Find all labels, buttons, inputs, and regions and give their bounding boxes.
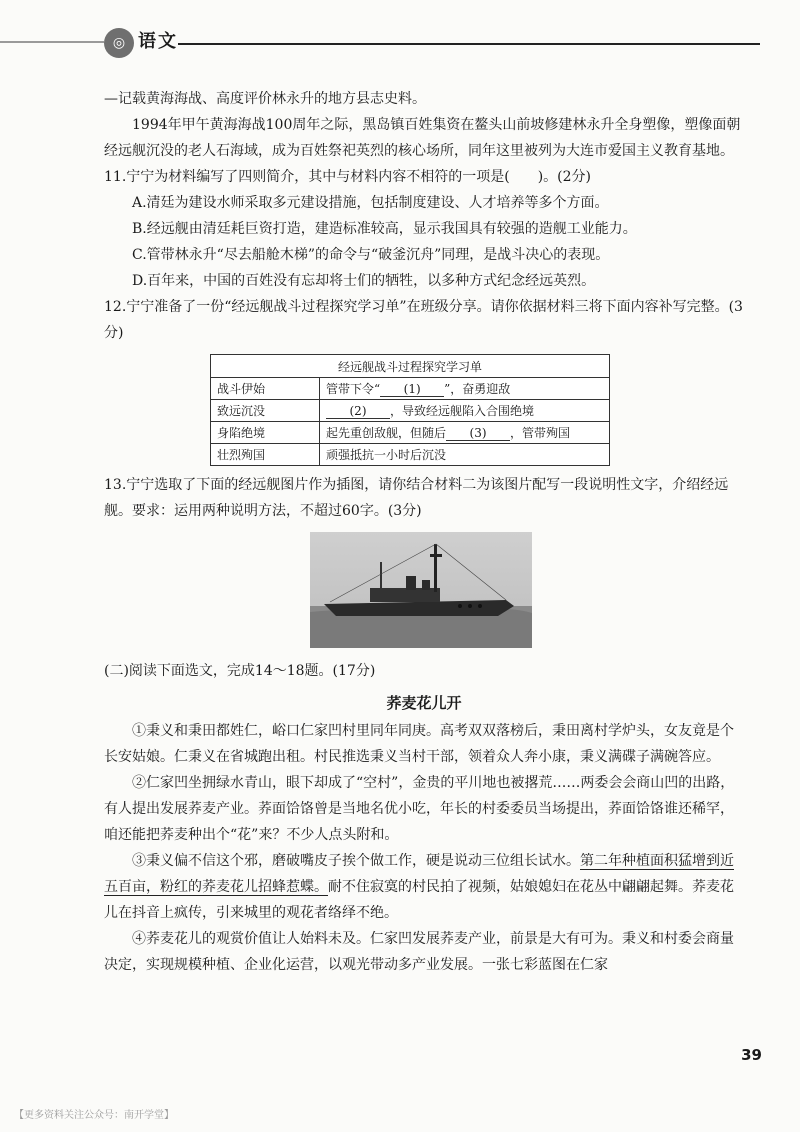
q11-option-a: A.清廷为建设水师采取多元建设措施，包括制度建设、人才培养等多个方面。	[132, 195, 609, 211]
q13-stem: 13.宁宁选取了下面的经远舰图片作为插图，请你结合材料二为该图片配写一段说明性文字，介绍经远舰。要求：运用两种说明方法，不超过60字。(3分)	[104, 477, 729, 519]
section2-intro: (二)阅读下面选文，完成14～18题。(17分)	[104, 663, 376, 679]
row-content: 起先重创敌舰，但随后 (3) ，管带殉国	[320, 422, 610, 444]
row-content: 顽强抵抗一小时后沉没	[320, 444, 610, 466]
row-content: (2) ，导致经远舰陷入合围绝境	[320, 400, 610, 422]
logo-icon: ◎	[104, 28, 134, 58]
essay-paragraph-4: ④荞麦花儿的观赏价值让人始料未及。仁家凹发展荞麦产业，前景是大有可为。秉义和村委会商量决定，实现规模种植、企业化运营，以观光带动多产业发展。一张七彩蓝图在仁家	[104, 931, 734, 973]
study-sheet-title: 经远舰战斗过程探究学习单	[211, 355, 610, 378]
answer-blank[interactable]: (1)	[380, 382, 444, 397]
answer-blank[interactable]: (3)	[446, 426, 510, 441]
q11-option-b: B.经远舰由清廷耗巨资打造，建造标准较高，显示我国具有较强的造舰工业能力。	[132, 221, 637, 237]
table-row	[211, 400, 610, 422]
essay-paragraph-1: ①秉义和秉田都姓仁，峪口仁家凹村里同年同庚。高考双双落榜后，秉田离村学炉头，女友竟是个长安姑娘。仁秉义在省城跑出租。村民推选秉义当村干部，领着众人奔小康，秉义满碟子满碗答应。	[104, 723, 734, 765]
q11-stem: 11.宁宁为材料编写了四则简介，其中与材料内容不相符的一项是( )。(2分)	[104, 169, 592, 185]
row-label: 身陷绝境	[211, 422, 320, 444]
header-rule	[178, 43, 760, 45]
q11-option-c: C.管带林永升“尽去船舱木梯”的命令与“破釜沉舟”同理，是战斗决心的表现。	[132, 247, 610, 263]
warship-photo	[310, 532, 532, 648]
page-content	[104, 86, 744, 978]
table-row	[211, 422, 610, 444]
header-left-rule	[0, 41, 104, 43]
row-label: 致远沉没	[211, 400, 320, 422]
row-content: 管带下令“ (1) ”，奋勇迎敌	[320, 378, 610, 400]
underlined-sentence: 第二年种植面积猛增到近五百亩，粉红的荞麦花儿招蜂惹蝶。	[104, 853, 734, 895]
essay-paragraph-3: ③秉义偏不信这个邪，磨破嘴皮子挨个做工作，硬是说动三位组长试水。第二年种植面积猛增到近五百亩，粉红的荞麦花儿招蜂惹蝶。耐不住寂寞的村民拍了视频，姑娘媳妇在花丛中翩翩起舞。荞麦花儿在抖音上疯传，引来城里的观花者络绎不绝。	[104, 853, 734, 921]
table-row	[211, 444, 610, 466]
q12-stem: 12.宁宁准备了一份“经远舰战斗过程探究学习单”在班级分享。请你依据材料三将下面内容补写完整。(3分)	[104, 299, 743, 341]
row-label: 壮烈殉国	[211, 444, 320, 466]
table-row	[211, 378, 610, 400]
essay-title: 荞麦花儿开	[386, 694, 462, 712]
page-number: 39	[741, 1046, 762, 1064]
answer-blank[interactable]: (2)	[326, 404, 390, 419]
row-label: 战斗伊始	[211, 378, 320, 400]
study-sheet-table	[210, 354, 610, 466]
intro-line: —记载黄海海战、高度评价林永升的地方县志史料。	[104, 91, 426, 107]
page-header	[0, 22, 800, 66]
q11-option-d: D.百年来，中国的百姓没有忘却将士们的牺牲，以多种方式纪念经远英烈。	[132, 273, 596, 289]
essay-paragraph-2: ②仁家凹坐拥绿水青山，眼下却成了“空村”，金贵的平川地也被撂荒……两委会会商山凹的出路，有人提出发展荞麦产业。荞面饸饹曾是当地名优小吃，年长的村委委员当场提出，荞面饸饹谁还稀罕，咱还能把荞麦种出个“花”来？不少人点头附和。	[104, 775, 735, 843]
section-label: 语文	[138, 31, 178, 52]
intro-paragraph: 1994年甲午黄海海战100周年之际，黑岛镇百姓集资在鳌头山前坡修建林永升全身塑像，塑像面朝经远舰沉没的老人石海域，成为百姓祭祀英烈的核心场所，同年这里被列为大连市爱国主义教育基地。	[104, 117, 741, 159]
footer-note: 【更多资料关注公众号：南开学堂】	[14, 1110, 174, 1121]
